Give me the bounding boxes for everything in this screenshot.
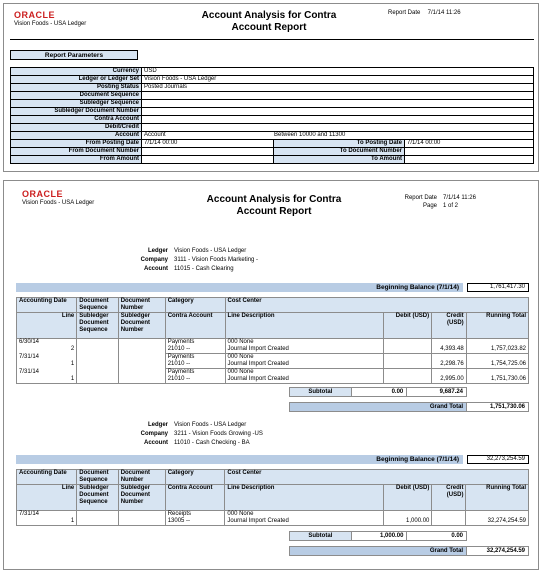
cell-running-total	[466, 339, 528, 347]
cell-category: Payments	[165, 339, 225, 347]
report-page-1	[3, 3, 539, 172]
col-subledger-document-sequence: Subledger Document Sequence	[77, 313, 118, 339]
col-line-description: Line Description	[225, 313, 384, 339]
table-row	[17, 361, 529, 369]
account-activity-table	[16, 469, 529, 526]
cell-debit	[384, 354, 432, 362]
cell-credit: 2,995.00	[432, 376, 467, 384]
col-document-number: Document Number	[118, 298, 165, 313]
col-document-sequence: Document Sequence	[77, 298, 118, 313]
col-line: Line	[17, 485, 77, 511]
account-info: Ledger Vision Foods - USA Ledger Company 3211 - Vision Foods Growing -US Account 11010 - Cash Checking - BA	[140, 422, 263, 446]
param-value	[142, 92, 534, 100]
param-row	[11, 92, 534, 100]
param-value	[142, 124, 534, 132]
report-parameters-heading: Report Parameters	[10, 50, 138, 60]
cell-document-number	[118, 354, 165, 362]
cell-running-total	[466, 354, 528, 362]
param-label: Posting Status	[11, 84, 142, 92]
col-line-description: Line Description	[225, 485, 384, 511]
param-row-document-number	[11, 148, 534, 156]
subtotal-debit: 0.00	[351, 388, 407, 397]
cell-cost-center: 000 None	[225, 354, 384, 362]
param-label: Debit/Credit	[11, 124, 142, 132]
cell-document-sequence	[77, 518, 118, 526]
cell-document-number	[118, 518, 165, 526]
account-value: 11015 - Cash Clearing	[174, 266, 234, 272]
cell-date-line: 2	[17, 346, 77, 354]
param-label: Contra Account	[11, 116, 142, 124]
col-debit: Debit (USD)	[383, 485, 431, 511]
cell-date-line: 1	[17, 376, 77, 384]
col-credit: Credit (USD)	[432, 313, 467, 339]
cell-category: Payments	[165, 369, 225, 377]
beginning-balance-value: 1,761,417.30	[467, 283, 529, 292]
param-label: Subledger Sequence	[11, 100, 142, 108]
cell-category: 13005 --	[165, 518, 225, 526]
cell-document-number	[118, 339, 165, 347]
cell-cost-center: 000 None	[225, 369, 384, 377]
param-value	[142, 100, 534, 108]
cell-date-line: 7/31/14	[17, 354, 77, 362]
subtotal-label: Subtotal	[290, 532, 352, 541]
cell-document-sequence	[77, 339, 118, 347]
report-title: Account Analysis for Contra Account Report	[206, 194, 342, 217]
cell-debit	[384, 346, 432, 354]
cell-debit: 1,000.00	[383, 518, 431, 526]
cell-credit	[432, 369, 467, 377]
cell-debit	[384, 376, 432, 384]
cell-debit	[384, 339, 432, 347]
company-value: 3211 - Vision Foods Growing -US	[174, 431, 263, 437]
cell-running-total	[466, 369, 528, 377]
subtotal-credit: 9,687.24	[407, 388, 467, 397]
param-value	[142, 156, 274, 164]
param-label: To Posting Date	[274, 140, 405, 148]
param-row	[11, 108, 534, 116]
cell-document-sequence	[77, 369, 118, 377]
table-header-row	[17, 298, 529, 313]
param-label: Currency	[11, 68, 142, 76]
report-title: Account Analysis for Contra Account Report	[201, 10, 337, 33]
param-row	[11, 124, 534, 132]
account-info: Ledger Vision Foods - USA Ledger Company 3111 - Vision Foods Marketing - Account 11015 - Cash Clearing	[140, 248, 259, 272]
subtotal-debit: 1,000.00	[351, 532, 407, 541]
ledger-value: Vision Foods - USA Ledger	[174, 248, 247, 254]
param-label: Ledger or Ledger Set	[11, 76, 142, 84]
param-label: From Posting Date	[11, 140, 142, 148]
col-subledger-document-sequence: Subledger Document Sequence	[77, 485, 118, 511]
param-label: To Amount	[274, 156, 405, 164]
cell-document-sequence	[77, 376, 118, 384]
cell-date-line: 7/31/14	[17, 511, 77, 519]
param-row	[11, 68, 534, 76]
param-value: Account Between 10000 and 11300	[142, 132, 534, 140]
cell-category: 21010 --	[165, 376, 225, 384]
report-parameters-table	[10, 67, 534, 164]
col-category: Category	[165, 298, 225, 313]
cell-debit	[384, 369, 432, 377]
ledger-value: Vision Foods - USA Ledger	[174, 422, 247, 428]
cell-category: Payments	[165, 354, 225, 362]
cell-document-sequence	[77, 354, 118, 362]
subtotal-credit: 0.00	[407, 532, 467, 541]
ledger-name: Vision Foods - USA Ledger	[22, 200, 95, 206]
col-line: Line	[17, 313, 77, 339]
table-row	[17, 376, 529, 384]
param-value: Posted Journals	[142, 84, 534, 92]
beginning-balance-value: 32,273,254.59	[467, 455, 529, 464]
table-row	[17, 511, 529, 519]
param-value	[142, 116, 534, 124]
param-value: 7/1/14 00:00	[405, 140, 534, 148]
param-row-posting-date	[11, 140, 534, 148]
grand-total-value: 1,751,730.06	[467, 403, 529, 412]
table-header-row	[17, 470, 529, 485]
param-value: Vision Foods - USA Ledger	[142, 76, 534, 84]
logo-text: ORACLE	[22, 189, 63, 199]
param-value: USD	[142, 68, 534, 76]
oracle-logo	[22, 189, 94, 207]
col-credit: Credit (USD)	[432, 485, 466, 511]
col-cost-center: Cost Center	[225, 470, 529, 485]
cell-date-line: 6/30/14	[17, 339, 77, 347]
param-row	[11, 76, 534, 84]
col-cost-center: Cost Center	[225, 298, 528, 313]
account-activity-table	[16, 297, 529, 384]
table-row	[17, 518, 529, 526]
grand-total-label: Grand Total	[290, 547, 467, 556]
header-divider	[10, 39, 534, 40]
cell-credit: 2,298.76	[432, 361, 467, 369]
param-label: From Amount	[11, 156, 142, 164]
cell-running-total: 32,274,254.59	[466, 518, 529, 526]
cell-document-number	[118, 376, 165, 384]
table-row	[17, 369, 529, 377]
cell-cost-center: 000 None	[225, 511, 384, 519]
col-subledger-document-number: Subledger Document Number	[118, 485, 165, 511]
cell-cost-center: 000 None	[225, 339, 384, 347]
cell-running-total: 1,757,023.82	[466, 346, 528, 354]
cell-credit	[432, 518, 466, 526]
param-row	[11, 100, 534, 108]
col-subledger-document-number: Subledger Document Number	[118, 313, 165, 339]
beginning-balance-label: Beginning Balance (7/1/14)	[16, 283, 463, 292]
col-debit: Debit (USD)	[384, 313, 432, 339]
report-page-2	[3, 180, 539, 570]
param-label: To Document Number	[274, 148, 405, 156]
param-value	[142, 148, 274, 156]
param-label: Document Sequence	[11, 92, 142, 100]
cell-cost-center: Journal Import Created	[225, 346, 384, 354]
subtotal-row	[289, 387, 467, 397]
cell-running-total	[466, 511, 529, 519]
cell-cost-center: Journal Import Created	[225, 376, 384, 384]
account-value: 11010 - Cash Checking - BA	[174, 440, 250, 446]
cell-document-number	[118, 361, 165, 369]
ledger-name: Vision Foods - USA Ledger	[14, 21, 87, 27]
col-category: Category	[165, 470, 225, 485]
grand-total-row	[289, 546, 529, 556]
col-document-sequence: Document Sequence	[77, 470, 118, 485]
cell-category: 21010 --	[165, 361, 225, 369]
cell-credit	[432, 339, 467, 347]
grand-total-value: 32,274,254.59	[467, 547, 529, 556]
subtotal-label: Subtotal	[290, 388, 352, 397]
cell-date-line: 1	[17, 361, 77, 369]
param-value	[405, 148, 534, 156]
beginning-balance-label: Beginning Balance (7/1/14)	[16, 455, 463, 464]
param-row-account	[11, 132, 534, 140]
col-document-number: Document Number	[118, 470, 165, 485]
oracle-logo	[14, 10, 86, 28]
col-contra-account: Contra Account	[165, 313, 225, 339]
param-label: From Document Number	[11, 148, 142, 156]
cell-credit: 4,393.48	[432, 346, 467, 354]
col-accounting-date: Accounting Date	[17, 298, 77, 313]
logo-text: ORACLE	[14, 10, 55, 20]
table-header-row	[17, 313, 529, 339]
cell-category: Receipts	[165, 511, 225, 519]
cell-debit	[383, 511, 431, 519]
cell-document-sequence	[77, 511, 118, 519]
cell-document-sequence	[77, 346, 118, 354]
col-running-total: Running Total	[466, 485, 529, 511]
cell-running-total: 1,751,730.06	[466, 376, 528, 384]
cell-document-number	[118, 346, 165, 354]
cell-running-total: 1,754,725.06	[466, 361, 528, 369]
cell-credit	[432, 511, 466, 519]
param-label: Account	[11, 132, 142, 140]
table-header-row	[17, 485, 529, 511]
cell-credit	[432, 354, 467, 362]
cell-date-line: 1	[17, 518, 77, 526]
param-row	[11, 84, 534, 92]
report-date: Report Date 7/1/14 11:26 Page 1 of 2	[404, 195, 476, 209]
param-value	[405, 156, 534, 164]
col-running-total: Running Total	[466, 313, 528, 339]
company-value: 3111 - Vision Foods Marketing -	[174, 257, 259, 263]
param-value	[142, 108, 534, 116]
grand-total-label: Grand Total	[290, 403, 467, 412]
col-accounting-date: Accounting Date	[17, 470, 77, 485]
table-row	[17, 346, 529, 354]
col-contra-account: Contra Account	[165, 485, 225, 511]
cell-cost-center: Journal Import Created	[225, 361, 384, 369]
cell-document-number	[118, 369, 165, 377]
param-row	[11, 116, 534, 124]
cell-document-number	[118, 511, 165, 519]
param-value: 7/1/14 00:00	[142, 140, 274, 148]
table-row	[17, 339, 529, 347]
grand-total-row	[289, 402, 529, 412]
cell-cost-center: Journal Import Created	[225, 518, 384, 526]
cell-debit	[384, 361, 432, 369]
param-row-amount	[11, 156, 534, 164]
subtotal-row	[289, 531, 467, 541]
report-date: Report Date 7/1/14 11:26	[388, 10, 461, 16]
cell-date-line: 7/31/14	[17, 369, 77, 377]
param-label: Subledger Document Number	[11, 108, 142, 116]
table-row	[17, 354, 529, 362]
cell-document-sequence	[77, 361, 118, 369]
cell-category: 21010 --	[165, 346, 225, 354]
